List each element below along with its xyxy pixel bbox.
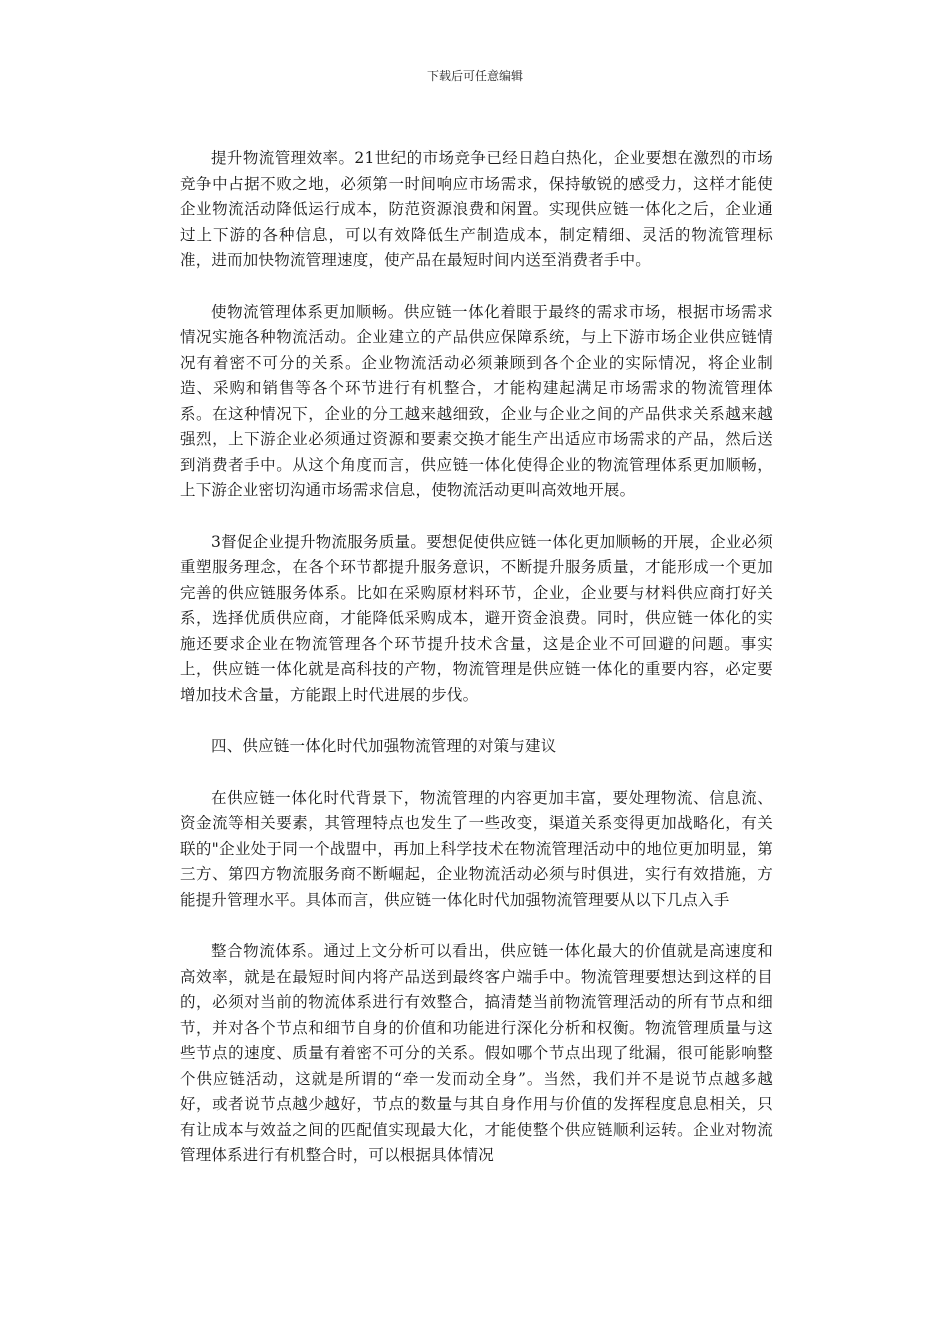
paragraph-supply-chain-background: 在供应链一体化时代背景下，物流管理的内容更加丰富，要处理物流、信息流、资金流等相关要素，其管理特点也发生了一些改变，渠道关系变得更加战略化，有关联的"企业处于同一个战盟中，再加上科学技术在物流管理活动中的地位更加明显，第三方、第四方物流服务商不断崛起，企业物流活动必须与时俱进，实行有效措施，方能提升管理水平。具体而言，供应链一体化时代加强物流管理要从以下几点入手 [180,788,773,909]
section-heading-four: 四、供应链一体化时代加强物流管理的对策与建议 [211,737,557,755]
document-body [180,146,773,1195]
paragraph-integrate-logistics: 整合物流体系。通过上文分析可以看出，供应链一体化最大的价值就是高速度和高效率，就是在最短时间内将产品送到最终客户端手中。物流管理要想达到这样的目的，必须对当前的物流体系进行有效整合，搞清楚当前物流管理活动的所有节点和细节，并对各个节点和细节自身的价值和功能进行深化分析和权衡。物流管理质量与这些节点的速度、质量有着密不可分的关系。假如哪个节点出现了纰漏，很可能影响整个供应链活动，这就是所谓的“牵一发而动全身”。当然，我们并不是说节点越多越好，或者说节点越少越好，节点的数量与其自身作用与价值的发挥程度息息相关，只有让成本与效益之间的匹配值实现最大化，才能使整个供应链顺利运转。企业对物流管理体系进行有机整合时，可以根据具体情况 [180,942,773,1164]
page-header: 下载后可任意编辑 [426,69,523,83]
paragraph-logistics-system-smooth: 使物流管理体系更加顺畅。供应链一体化着眼于最终的需求市场，根据市场需求情况实施各种物流活动。企业建立的产品供应保障系统，与上下游市场企业供应链情况有着密不可分的关系。企业物流活动必须兼顾到各个企业的实际情况，将企业制造、采购和销售等各个环节进行有机整合，才能构建起满足市场需求的物流管理体系。在这种情况下，企业的分工越来越细致，企业与企业之间的产品供求关系越来越强烈，上下游企业必须通过资源和要素交换才能生产出适应市场需求的产品，然后送到消费者手中。从这个角度而言，供应链一体化使得企业的物流管理体系更加顺畅，上下游企业密切沟通市场需求信息，使物流活动更叫高效地开展。 [180,302,773,499]
paragraph-service-quality: 3督促企业提升物流服务质量。要想促使供应链一体化更加顺畅的开展，企业必须重塑服务理念，在各个环节都提升服务意识，不断提升服务质量，才能形成一个更加完善的供应链服务体系。比如在采购原材料环节，企业，企业要与材料供应商打好关系，选择优质供应商，才能降低采购成本，避开资金浪费。同时，供应链一体化的实施还要求企业在物流管理各个环节提升技术含量，这是企业不可回避的问题。事实上，供应链一体化就是高科技的产物，物流管理是供应链一体化的重要内容，必定要增加技术含量，方能跟上时代进展的步伐。 [180,532,773,704]
paragraph-logistics-efficiency: 提升物流管理效率。21世纪的市场竞争已经日趋白热化，企业要想在激烈的市场竞争中占据不败之地，必须第一时间响应市场需求，保持敏锐的感受力，这样才能使企业物流活动降低运行成本，防范资源浪费和闲置。实现供应链一体化之后，企业通过上下游的各种信息，可以有效降低生产制造成本，制定精细、灵活的物流管理标准，进而加快物流管理速度，使产品在最短时间内送至消费者手中。 [180,149,773,269]
